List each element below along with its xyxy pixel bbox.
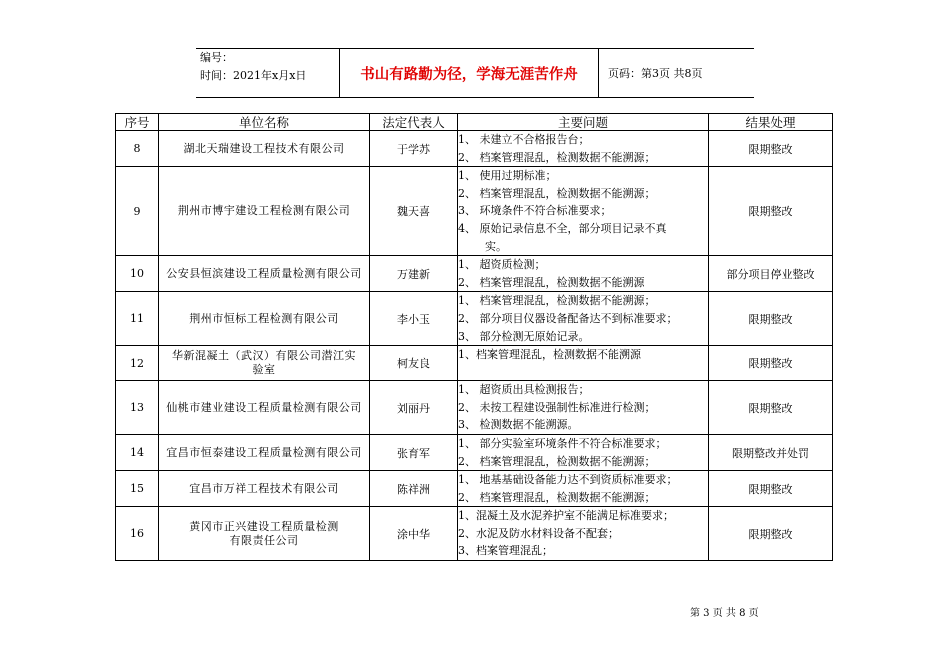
issue-line: 3、 环境条件不符合标准要求； — [458, 204, 612, 218]
row-unit: 宜昌市万祥工程技术有限公司 — [159, 471, 370, 507]
row-rep: 刘丽丹 — [370, 381, 458, 435]
row-result: 限期整改 — [709, 167, 833, 256]
issue-line: 1、 超资质出具检测报告； — [458, 383, 590, 397]
row-no: 16 — [116, 507, 159, 561]
row-issues — [458, 292, 709, 346]
row-result: 限期整改 — [709, 381, 833, 435]
row-result: 限期整改并处罚 — [709, 434, 833, 470]
issue-line: 3、 检测数据不能溯源。 — [458, 418, 579, 432]
row-rep: 万建新 — [370, 256, 458, 292]
issue-line: 2、 档案管理混乱，检测数据不能溯源； — [458, 186, 656, 200]
row-no: 15 — [116, 471, 159, 507]
row-result: 限期整改 — [709, 346, 833, 381]
motto-text: 书山有路勤为径，学海无涯苦作舟 — [360, 66, 578, 83]
table-row — [116, 507, 833, 561]
time-label: 时间：2021年x月x日 — [200, 69, 307, 82]
issue-line: 1、 超资质检测； — [458, 258, 546, 272]
col-header-result: 结果处理 — [709, 114, 833, 131]
footer-page-text: 第 3 页 共 8 页 — [690, 608, 759, 619]
row-issues — [458, 167, 709, 256]
issue-line: 1、 部分实验室环境条件不符合标准要求； — [458, 436, 667, 450]
issue-line: 1、 地基基础设备能力达不到资质标准要求； — [458, 473, 678, 487]
row-unit: 黄冈市正兴建设工程质量检测有限责任公司 — [159, 507, 370, 561]
row-unit: 荆州市博宇建设工程检测有限公司 — [159, 167, 370, 256]
number-label: 编号： — [200, 51, 233, 64]
row-rep: 涂中华 — [370, 507, 458, 561]
col-header-issues: 主要问题 — [458, 114, 709, 131]
table-row — [116, 256, 833, 292]
row-rep: 张育军 — [370, 434, 458, 470]
row-issues — [458, 381, 709, 435]
table-row — [116, 381, 833, 435]
table-row — [116, 292, 833, 346]
row-rep: 李小玉 — [370, 292, 458, 346]
row-result: 部分项目停业整改 — [709, 256, 833, 292]
row-rep: 于学苏 — [370, 131, 458, 167]
issue-line: 2、 档案管理混乱，检测数据不能溯源； — [458, 454, 656, 468]
row-issues — [458, 131, 709, 167]
page-footer — [690, 604, 763, 619]
row-rep: 柯友良 — [370, 346, 458, 381]
row-result: 限期整改 — [709, 292, 833, 346]
issue-line: 1、 档案管理混乱，检测数据不能溯源； — [458, 294, 656, 308]
row-unit: 仙桃市建业建设工程质量检测有限公司 — [159, 381, 370, 435]
motto-box — [339, 49, 599, 97]
row-unit: 公安县恒滨建设工程质量检测有限公司 — [159, 256, 370, 292]
row-unit: 湖北天瑞建设工程技术有限公司 — [159, 131, 370, 167]
issue-line: 1、混凝土及水泥养护室不能满足标准要求； — [458, 509, 674, 523]
row-no: 13 — [116, 381, 159, 435]
issue-line: 2、 档案管理混乱，检测数据不能溯源 — [458, 275, 645, 289]
row-issues — [458, 471, 709, 507]
row-rep: 陈祥洲 — [370, 471, 458, 507]
row-rep: 魏天喜 — [370, 167, 458, 256]
row-no: 8 — [116, 131, 159, 167]
table-row — [116, 434, 833, 470]
row-issues — [458, 507, 709, 561]
row-issues — [458, 434, 709, 470]
issue-line: 3、档案管理混乱； — [458, 544, 553, 558]
inspection-table — [115, 113, 833, 561]
issue-line: 1、档案管理混乱，检测数据不能溯源 — [458, 348, 641, 362]
row-issues — [458, 346, 709, 381]
row-no: 10 — [116, 256, 159, 292]
row-unit: 华新混凝土（武汉）有限公司潜江实验室 — [159, 346, 370, 381]
issue-line: 2、 档案管理混乱，检测数据不能溯源； — [458, 490, 656, 504]
row-issues — [458, 256, 709, 292]
row-unit: 荆州市恒标工程检测有限公司 — [159, 292, 370, 346]
issue-line: 1、 使用过期标准； — [458, 169, 557, 183]
row-no: 12 — [116, 346, 159, 381]
col-header-rep: 法定代表人 — [370, 114, 458, 131]
issue-line: 实。 — [485, 239, 507, 253]
header-meta — [200, 51, 340, 83]
table-row — [116, 167, 833, 256]
issue-line: 1、 未建立不合格报告台； — [458, 133, 590, 146]
issue-line: 3、 部分检测无原始记录。 — [458, 329, 590, 343]
issue-line: 2、 未按工程建设强制性标准进行检测； — [458, 400, 656, 414]
row-result: 限期整改 — [709, 471, 833, 507]
page-label — [608, 49, 709, 97]
table-row — [116, 346, 833, 381]
issue-line: 2、水泥及防水材料设备不配套； — [458, 526, 619, 540]
row-no: 14 — [116, 434, 159, 470]
issue-line: 4、 原始记录信息不全，部分项目记录不真 — [458, 221, 667, 235]
table-header-row — [116, 114, 833, 131]
row-result: 限期整改 — [709, 131, 833, 167]
document-header — [196, 48, 754, 98]
issue-line: 2、 档案管理混乱，检测数据不能溯源； — [458, 150, 656, 164]
row-result: 限期整改 — [709, 507, 833, 561]
table-row — [116, 131, 833, 167]
col-header-no: 序号 — [116, 114, 159, 131]
row-no: 9 — [116, 167, 159, 256]
page-label-text: 页码：第3页 共8页 — [608, 67, 703, 80]
issue-line: 2、 部分项目仪器设备配备达不到标准要求； — [458, 311, 678, 325]
row-no: 11 — [116, 292, 159, 346]
table-row — [116, 471, 833, 507]
col-header-unit: 单位名称 — [159, 114, 370, 131]
row-unit: 宜昌市恒泰建设工程质量检测有限公司 — [159, 434, 370, 470]
